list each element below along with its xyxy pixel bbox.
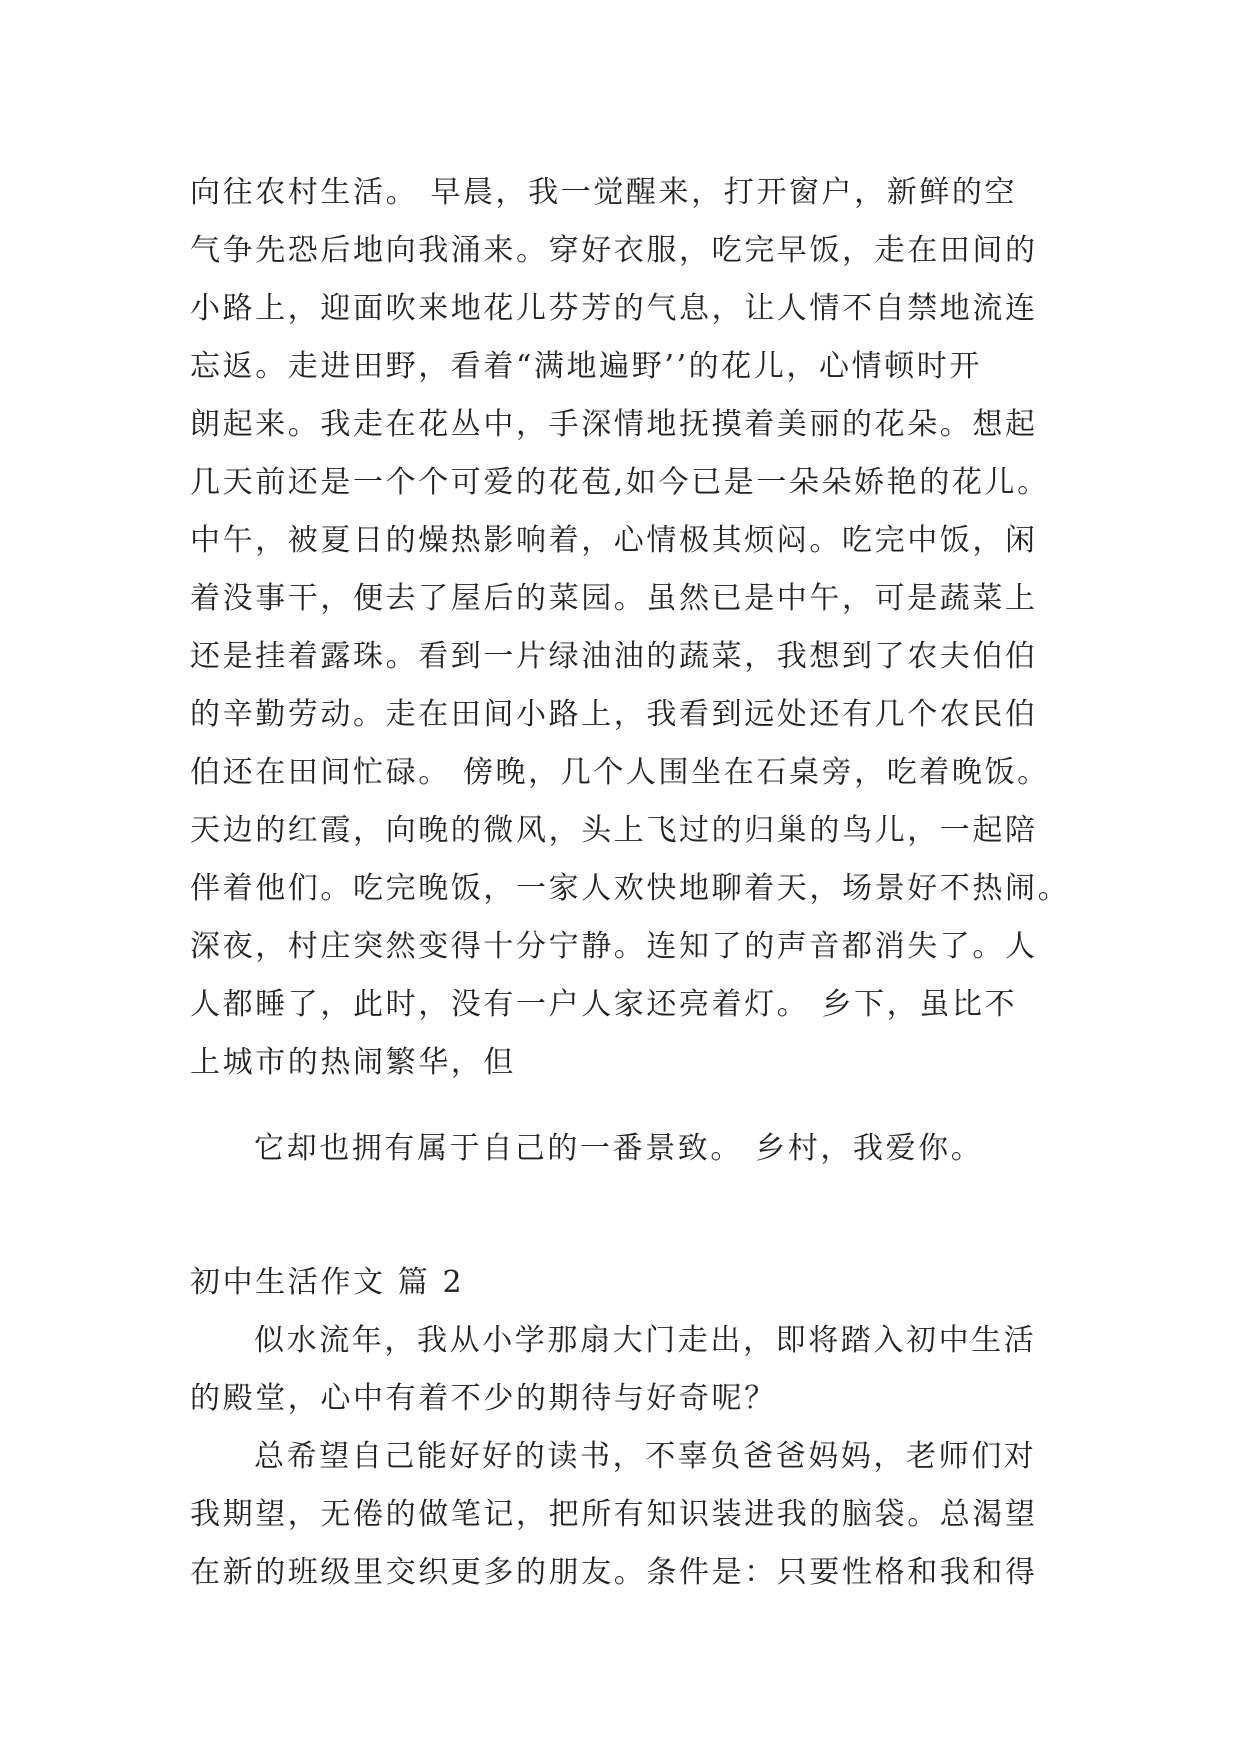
text-line: 的殿堂，心中有着不少的期待与好奇呢？ xyxy=(190,1381,777,1416)
text-line: 伴着他们。吃完晚饭，一家人欢快地聊着天，场景好不热闹。 xyxy=(190,871,1071,906)
section2-paragraph-2 xyxy=(190,1428,1070,1602)
text-line: 似水流年，我从小学那扇大门走出，即将踏入初中生活 xyxy=(254,1323,1037,1358)
text-line: 还是挂着露珠。看到一片绿油油的蔬菜，我想到了农夫伯伯 xyxy=(190,639,1038,674)
section1-paragraph xyxy=(190,164,1070,1092)
section-gap xyxy=(190,1178,1070,1216)
document-body xyxy=(190,164,1070,1602)
text-line: 上城市的热闹繁华，但 xyxy=(190,1045,516,1080)
text-line: 中午，被夏日的燥热影响着，心情极其烦闷。吃完中饭，闲 xyxy=(190,523,1038,558)
text-line: 在新的班级里交织更多的朋友。条件是：只要性格和我和得 xyxy=(190,1555,1038,1590)
text-line: 忘返。走进田野，看着“满地遍野’’的花儿，心情顿时开 xyxy=(190,349,983,384)
section2-paragraph-1 xyxy=(190,1312,1070,1428)
text-line: 着没事干，便去了屋后的菜园。虽然已是中午，可是蔬菜上 xyxy=(190,581,1038,616)
text-line: 我期望，无倦的做笔记，把所有知识装进我的脑袋。总渴望 xyxy=(190,1497,1038,1532)
text-line: 的辛勤劳动。走在田间小路上，我看到远处还有几个农民伯 xyxy=(190,697,1038,732)
text-line: 深夜，村庄突然变得十分宁静。连知了的声音都消失了。人 xyxy=(190,929,1038,964)
text-line: 小路上，迎面吹来地花儿芬芳的气息，让人情不自禁地流连 xyxy=(190,291,1038,326)
text-line: 人都睡了，此时，没有一户人家还亮着灯。 乡下，虽比不 xyxy=(190,987,1018,1022)
paragraph-gap xyxy=(190,1092,1070,1120)
text-line: 朗起来。我走在花丛中，手深情地抚摸着美丽的花朵。想起 xyxy=(190,407,1038,442)
section-heading: 初中生活作文 篇 2 xyxy=(190,1265,465,1300)
text-line: 天边的红霞，向晚的微风，头上飞过的归巢的鸟儿，一起陪 xyxy=(190,813,1038,848)
text-line: 向往农村生活。 早晨，我一觉醒来，打开窗户，新鲜的空 xyxy=(190,175,1018,210)
text-line: 气争先恐后地向我涌来。穿好衣服，吃完早饭，走在田间的 xyxy=(190,233,1038,268)
closing-line: 它却也拥有属于自己的一番景致。 乡村，我爱你。 xyxy=(254,1131,984,1166)
text-line: 总希望自己能好好的读书，不辜负爸爸妈妈，老师们对 xyxy=(254,1439,1037,1474)
section-gap xyxy=(190,1216,1070,1254)
text-line: 伯还在田间忙碌。 傍晚，几个人围坐在石桌旁，吃着晚饭。 xyxy=(190,755,1050,790)
text-line: 几天前还是一个个可爱的花苞,如今已是一朵朵娇艳的花儿。 xyxy=(190,465,1050,500)
